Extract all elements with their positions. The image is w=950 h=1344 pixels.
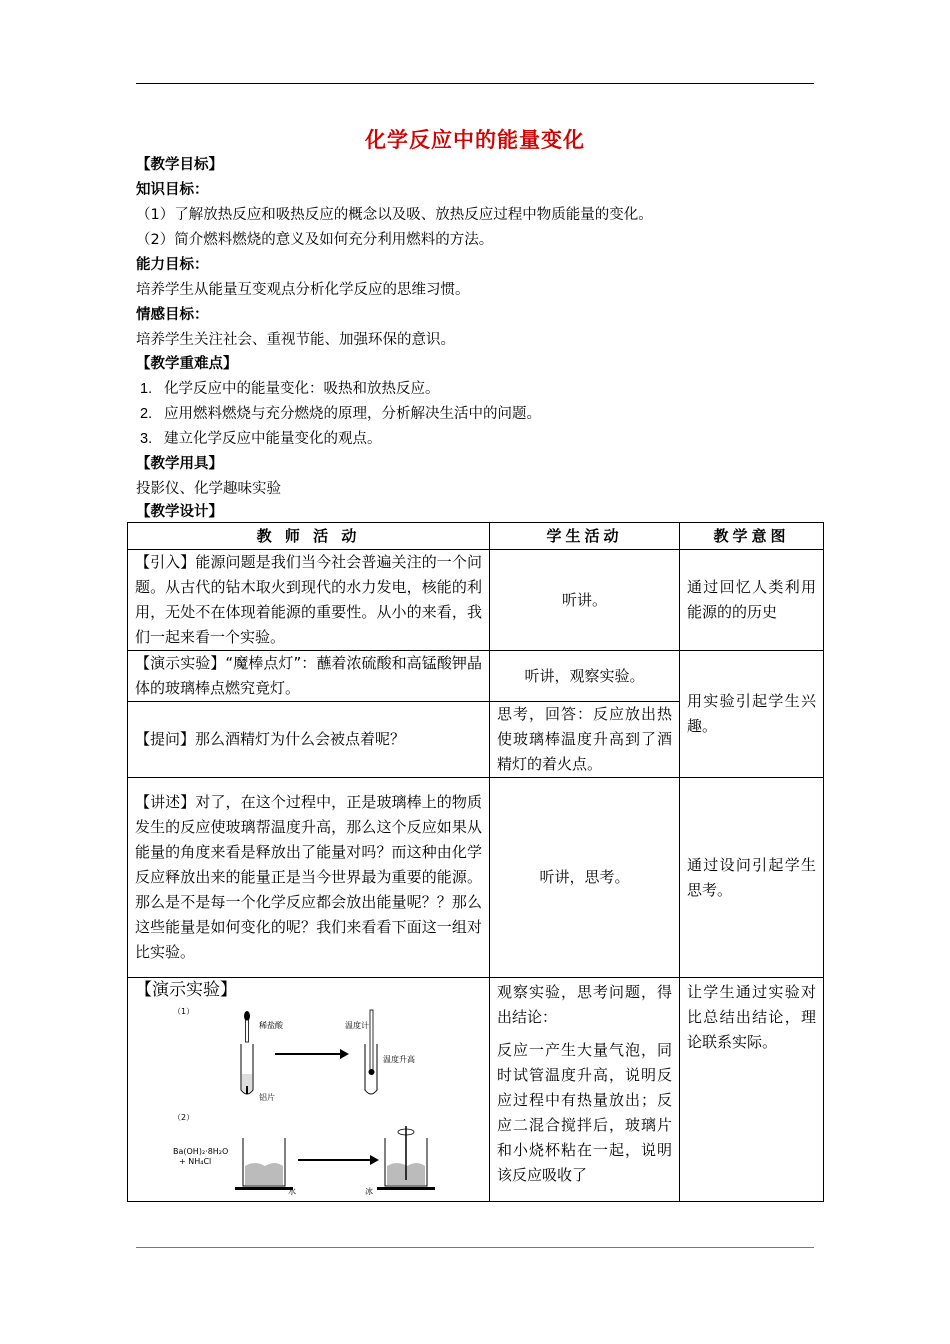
experiment-diagram: [135, 1004, 435, 1196]
test-tube-icon: [241, 1044, 253, 1094]
thermometer-label: 温度计: [345, 1021, 369, 1030]
teacher-cell: [128, 978, 490, 1202]
table-row: [128, 651, 824, 702]
goals-heading: 【教学目标】: [136, 157, 223, 173]
key-point-number: 3.: [140, 431, 153, 447]
student-cell: 听讲。: [490, 550, 680, 651]
knowledge-heading: 知识目标：: [136, 182, 209, 198]
design-heading: 【教学设计】: [136, 504, 223, 520]
tools-heading: 【教学用具】: [136, 456, 223, 472]
key-point-number: 2.: [140, 406, 153, 422]
table-row: [128, 550, 824, 651]
teacher-cell: 【提问】那么酒精灯为什么会被点着呢？: [128, 702, 490, 778]
student-conclusion-text: 反应一产生大量气泡，同时试管温度升高，说明反应过程中有热量放出；反应二混合搅拌后，玻璃片和小烧杯粘在一起，说明该反应吸收了: [497, 1041, 672, 1184]
key-point-text: 建立化学反应中能量变化的观点。: [164, 431, 382, 447]
header-rule: [136, 83, 814, 84]
knowledge-item-1: （1）了解放热反应和吸热反应的概念以及吸、放热反应过程中物质能量的变化。: [136, 207, 653, 223]
key-point-number: 1.: [140, 381, 153, 397]
intent-cell: 让学生通过实验对比总结出结论，理论联系实际。: [680, 978, 824, 1202]
tools-text: 投影仪、化学趣味实验: [136, 481, 281, 497]
demo-label: 【演示实验】: [135, 980, 237, 1000]
teacher-cell: 【引入】能源问题是我们当今社会普遍关注的一个问题。从古代的钻木取火到现代的水力发电，核能的利用，无处不在体现着能源的重要性。从小的来看，我们一起来看一个实验。: [128, 550, 490, 651]
teacher-cell: 【演示实验】“魔棒点灯”：蘸着浓硫酸和高锰酸钾晶体的玻璃棒点燃究竟灯。: [128, 651, 490, 702]
aluminum-label: 铝片: [259, 1093, 275, 1102]
reagent-line-1: Ba(OH)₂·8H₂O: [173, 1147, 229, 1156]
teacher-cell: 【讲述】对了，在这个过程中，正是玻璃棒上的物质发生的反应使玻璃帮温度升高，那么这个反应如果从能量的角度来看是释放出了能量对吗？而这种由化学反应释放出来的能量正是当今世界最为重要的能源。那么是不是每一个化学反应都会放出能量呢？？那么这些能量是如何变化的呢？我们来看看下面这一组对比实验。: [128, 778, 490, 978]
beaker-icon: [377, 1126, 435, 1190]
diagram-label-1: （1）: [173, 1007, 195, 1016]
emotion-heading: 情感目标：: [136, 307, 209, 323]
emotion-text: 培养学生关注社会、重视节能、加强环保的意识。: [136, 332, 455, 348]
dropper-icon: [244, 1011, 250, 1042]
student-cell: [490, 978, 680, 1202]
key-point-2: [140, 402, 541, 423]
header-intent: 教学意图: [680, 523, 824, 550]
page-title: 化学反应中的能量变化: [365, 128, 585, 152]
key-points-heading: 【教学重难点】: [136, 356, 238, 372]
reagent-line-2: + NH₄Cl: [179, 1157, 212, 1166]
student-cell: 听讲，观察实验。: [490, 651, 680, 702]
thermometer-icon: [369, 1010, 375, 1075]
key-point-text: 化学反应中的能量变化：吸热和放热反应。: [164, 381, 440, 397]
key-point-text: 应用燃料燃烧与充分燃烧的原理，分析解决生活中的问题。: [164, 406, 541, 422]
beaker-icon: [235, 1138, 293, 1190]
table-row: [128, 778, 824, 978]
intent-cell: 通过设问引起学生思考。: [680, 778, 824, 978]
acid-label: 稀盐酸: [259, 1021, 283, 1030]
key-point-1: [140, 377, 440, 398]
knowledge-item-2: （2）简介燃料燃烧的意义及如何充分利用燃料的方法。: [136, 232, 494, 248]
ability-heading: 能力目标：: [136, 257, 209, 273]
diagram-label-2: （2）: [173, 1113, 195, 1122]
ability-text: 培养学生从能量互变观点分析化学反应的思维习惯。: [136, 282, 470, 298]
student-cell: 思考，回答：反应放出热使玻璃棒温度升高到了酒精灯的着火点。: [490, 702, 680, 778]
header-teacher: 教 师 活 动: [128, 523, 490, 550]
footer-rule: [136, 1247, 814, 1248]
intent-cell: 通过回忆人类利用能源的的历史: [680, 550, 824, 651]
arrow-head-icon: [340, 1049, 349, 1059]
student-cell: 听讲，思考。: [490, 778, 680, 978]
temp-rise-label: 温度升高: [383, 1055, 415, 1064]
intent-cell: 用实验引起学生兴趣。: [680, 651, 824, 778]
ice-label: 冰: [365, 1187, 373, 1196]
student-observe-text: 观察实验，思考问题，得出结论：: [497, 983, 672, 1026]
header-student: 学生活动: [490, 523, 680, 550]
arrow-head-icon: [370, 1155, 379, 1165]
teaching-design-table: [127, 522, 824, 1202]
table-row: [128, 978, 824, 1202]
water-label: 水: [288, 1187, 296, 1196]
key-point-3: [140, 427, 382, 448]
table-header-row: [128, 523, 824, 550]
